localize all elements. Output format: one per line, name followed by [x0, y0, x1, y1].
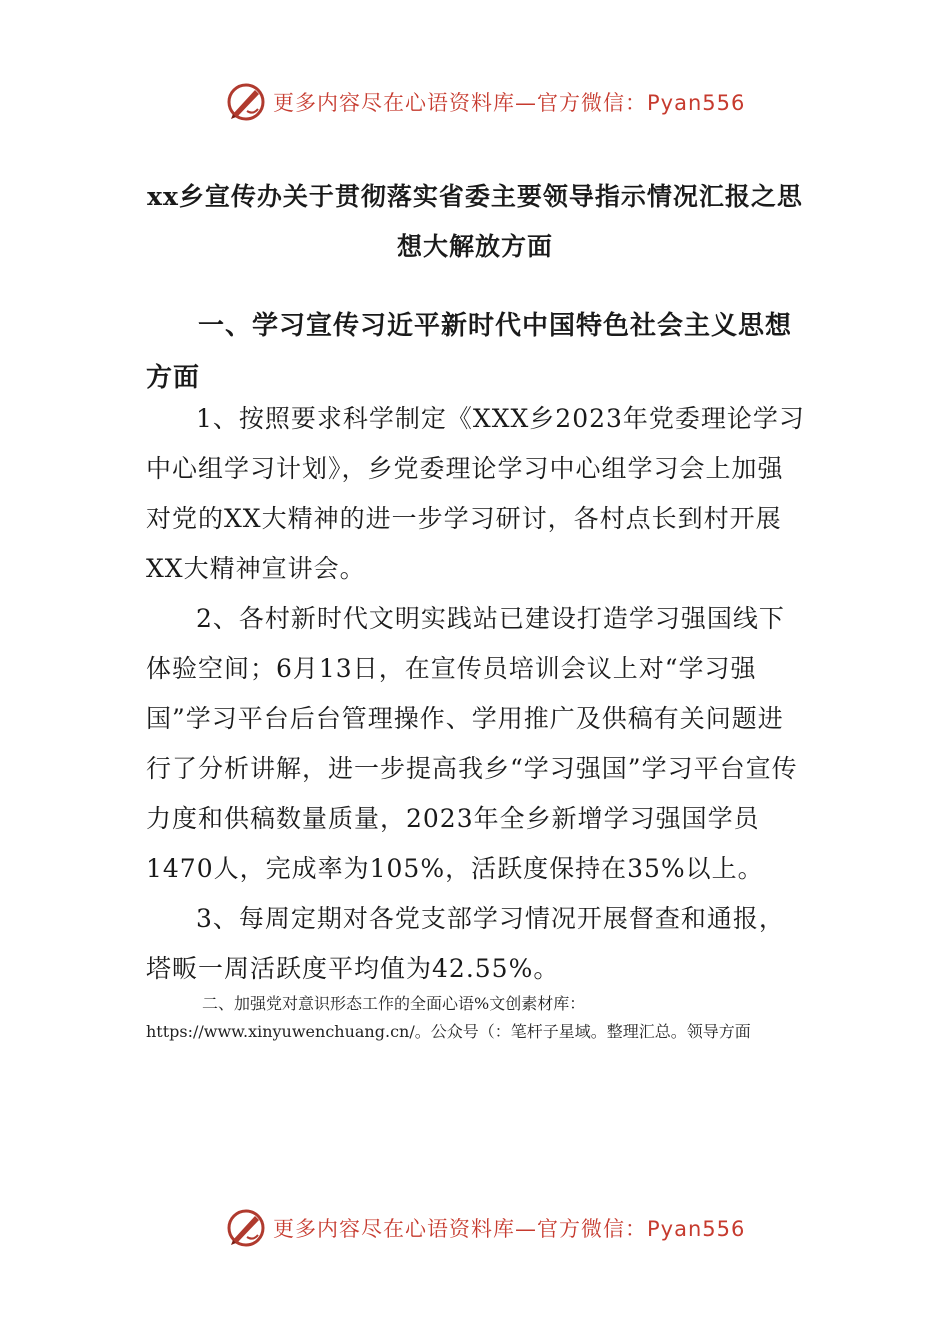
footnote-text: 二、加强党对意识形态工作的全面心语%文创素材库：https://www.xinyuwenchuang.cn/。公众号（：笔杆子星域。整理汇总。领导方面	[146, 994, 751, 1041]
watermark-banner-bottom	[225, 1206, 745, 1250]
document-title: xx乡宣传办关于贯彻落实省委主要领导指示情况汇报之思想大解放方面	[147, 182, 803, 261]
pen-logo-icon	[225, 81, 267, 123]
paragraph-3: 3、每周定期对各党支部学习情况开展督查和通报，塔畈一周活跃度平均值为42.55%。	[146, 904, 785, 983]
paragraph-2: 2、各村新时代文明实践站已建设打造学习强国线下体验空间；6月13日，在宣传员培训会议上对“学习强国”学习平台后台管理操作、学用推广及供稿有关问题进行了分析讲解，进一步提高我乡“学习强国”学习平台宣传力度和供稿数量质量，2023年全乡新增学习强国学员1470人，完成率为105%，活跃度保持在35%以上。	[146, 604, 798, 883]
watermark-banner-top	[225, 80, 745, 124]
pen-logo-icon	[225, 1207, 267, 1249]
section-heading: 一、学习宣传习近平新时代中国特色社会主义思想方面	[146, 311, 793, 393]
paragraph-1: 1、按照要求科学制定《XXX乡2023年党委理论学习中心组学习计划》，乡党委理论学习中心组学习会上加强对党的XX大精神的进一步学习研讨，各村点长到村开展XX大精神宣讲会。	[146, 404, 805, 583]
watermark-text: 更多内容尽在心语资料库—官方微信：Pyan556	[273, 1217, 746, 1241]
watermark-text: 更多内容尽在心语资料库—官方微信：Pyan556	[273, 91, 746, 115]
